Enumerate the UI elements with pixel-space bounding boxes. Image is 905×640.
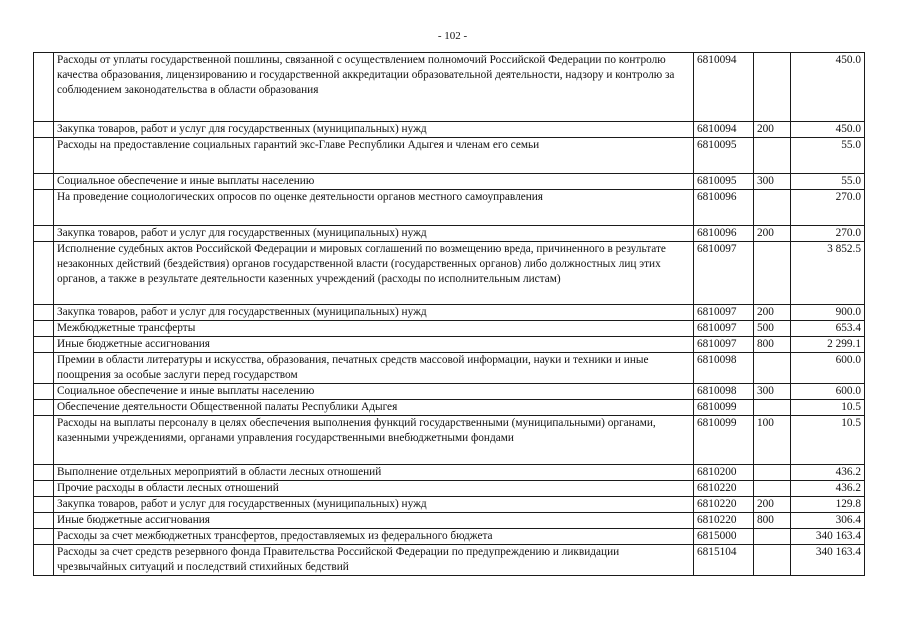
row-type: [754, 481, 791, 497]
row-amount: 270.0: [791, 190, 865, 226]
page-number: - 102 -: [437, 30, 468, 42]
row-amount: 900.0: [791, 305, 865, 321]
row-type: 200: [754, 497, 791, 513]
blank-cell: [34, 321, 54, 337]
row-code: 6810099: [694, 400, 754, 416]
row-name: Социальное обеспечение и иные выплаты населению: [54, 384, 694, 400]
row-name: На проведение социологических опросов по оценке деятельности органов местного самоуправления: [54, 190, 694, 226]
row-code: 6810097: [694, 242, 754, 305]
row-type: [754, 400, 791, 416]
row-amount: 653.4: [791, 321, 865, 337]
row-type: [754, 545, 791, 576]
table-row: [34, 337, 865, 353]
row-amount: 436.2: [791, 481, 865, 497]
row-type: 200: [754, 122, 791, 138]
blank-cell: [34, 337, 54, 353]
blank-cell: [34, 138, 54, 174]
row-amount: 129.8: [791, 497, 865, 513]
table-row: [34, 465, 865, 481]
budget-table: [33, 52, 865, 576]
row-type: [754, 190, 791, 226]
row-code: 6810099: [694, 416, 754, 465]
row-name: Закупка товаров, работ и услуг для государственных (муниципальных) нужд: [54, 305, 694, 321]
blank-cell: [34, 242, 54, 305]
row-amount: 600.0: [791, 353, 865, 384]
blank-cell: [34, 529, 54, 545]
row-code: 6810098: [694, 353, 754, 384]
row-type: 800: [754, 337, 791, 353]
blank-cell: [34, 353, 54, 384]
row-code: 6810096: [694, 226, 754, 242]
row-amount: 340 163.4: [791, 545, 865, 576]
row-amount: 10.5: [791, 416, 865, 465]
row-name: Иные бюджетные ассигнования: [54, 513, 694, 529]
table-row: [34, 529, 865, 545]
row-amount: 450.0: [791, 122, 865, 138]
row-type: 200: [754, 226, 791, 242]
table-row: [34, 321, 865, 337]
row-name: Прочие расходы в области лесных отношений: [54, 481, 694, 497]
row-name: Расходы за счет межбюджетных трансфертов, предоставляемых из федерального бюджета: [54, 529, 694, 545]
blank-cell: [34, 545, 54, 576]
table-row: [34, 138, 865, 174]
row-name: Исполнение судебных актов Российской Федерации и мировых соглашений по возмещению вреда, причиненного в результате незаконных действий (бездействия) органов государственной власти (государственных органов) либо должностных лиц этих органов, а также в результате деятельности казенных учреждений (расходы по исполнительным листам): [54, 242, 694, 305]
table-row: [34, 400, 865, 416]
table-row: [34, 545, 865, 576]
blank-cell: [34, 53, 54, 122]
row-code: 6810097: [694, 321, 754, 337]
row-amount: 3 852.5: [791, 242, 865, 305]
row-code: 6810097: [694, 337, 754, 353]
row-code: 6810095: [694, 174, 754, 190]
row-type: [754, 53, 791, 122]
table-row: [34, 122, 865, 138]
row-code: 6810220: [694, 513, 754, 529]
blank-cell: [34, 305, 54, 321]
blank-cell: [34, 174, 54, 190]
row-name: Обеспечение деятельности Общественной палаты Республики Адыгея: [54, 400, 694, 416]
blank-cell: [34, 122, 54, 138]
row-name: Иные бюджетные ассигнования: [54, 337, 694, 353]
row-name: Закупка товаров, работ и услуг для государственных (муниципальных) нужд: [54, 497, 694, 513]
row-code: 6810094: [694, 53, 754, 122]
row-type: 100: [754, 416, 791, 465]
row-code: 6810097: [694, 305, 754, 321]
row-type: 800: [754, 513, 791, 529]
row-amount: 306.4: [791, 513, 865, 529]
row-code: 6810220: [694, 481, 754, 497]
row-name: Социальное обеспечение и иные выплаты населению: [54, 174, 694, 190]
table-row: [34, 384, 865, 400]
row-type: 300: [754, 384, 791, 400]
row-name: Расходы за счет средств резервного фонда Правительства Российской Федерации по предупреждению и ликвидации чрезвычайных ситуаций и последствий стихийных бедствий: [54, 545, 694, 576]
table-row: [34, 53, 865, 122]
row-amount: 340 163.4: [791, 529, 865, 545]
row-type: [754, 138, 791, 174]
row-amount: 450.0: [791, 53, 865, 122]
row-name: Выполнение отдельных мероприятий в области лесных отношений: [54, 465, 694, 481]
blank-cell: [34, 190, 54, 226]
table-row: [34, 481, 865, 497]
row-amount: 270.0: [791, 226, 865, 242]
row-code: 6810094: [694, 122, 754, 138]
row-type: 200: [754, 305, 791, 321]
row-code: 6815104: [694, 545, 754, 576]
row-code: 6810220: [694, 497, 754, 513]
row-type: [754, 242, 791, 305]
row-code: 6810098: [694, 384, 754, 400]
row-type: [754, 465, 791, 481]
row-type: 500: [754, 321, 791, 337]
row-name: Премии в области литературы и искусства, образования, печатных средств массовой информации, науки и техники и иные поощрения за особые заслуги перед государством: [54, 353, 694, 384]
table-row: [34, 305, 865, 321]
table-row: [34, 416, 865, 465]
row-amount: 2 299.1: [791, 337, 865, 353]
blank-cell: [34, 481, 54, 497]
blank-cell: [34, 384, 54, 400]
row-name: Расходы от уплаты государственной пошлины, связанной с осуществлением полномочий Российской Федерации по контролю качества образования, лицензированию и государственной аккредитации образовательной деятельности, надзору и контролю за соблюдением законодательства в области образования: [54, 53, 694, 122]
row-code: 6810095: [694, 138, 754, 174]
table-row: [34, 353, 865, 384]
row-amount: 600.0: [791, 384, 865, 400]
row-name: Расходы на предоставление социальных гарантий экс-Главе Республики Адыгея и членам его семьи: [54, 138, 694, 174]
blank-cell: [34, 497, 54, 513]
table-row: [34, 174, 865, 190]
table-row: [34, 497, 865, 513]
table-row: [34, 226, 865, 242]
blank-cell: [34, 400, 54, 416]
row-amount: 55.0: [791, 174, 865, 190]
blank-cell: [34, 416, 54, 465]
row-amount: 10.5: [791, 400, 865, 416]
row-code: 6810200: [694, 465, 754, 481]
row-name: Межбюджетные трансферты: [54, 321, 694, 337]
row-amount: 55.0: [791, 138, 865, 174]
row-amount: 436.2: [791, 465, 865, 481]
row-type: 300: [754, 174, 791, 190]
table-row: [34, 513, 865, 529]
row-name: Закупка товаров, работ и услуг для государственных (муниципальных) нужд: [54, 226, 694, 242]
row-name: Закупка товаров, работ и услуг для государственных (муниципальных) нужд: [54, 122, 694, 138]
blank-cell: [34, 513, 54, 529]
row-name: Расходы на выплаты персоналу в целях обеспечения выполнения функций государственными (муниципальными) органами, казенными учреждениями, органами управления государственными внебюджетными фондами: [54, 416, 694, 465]
blank-cell: [34, 226, 54, 242]
blank-cell: [34, 465, 54, 481]
row-type: [754, 529, 791, 545]
row-code: 6810096: [694, 190, 754, 226]
table-row: [34, 190, 865, 226]
row-code: 6815000: [694, 529, 754, 545]
row-type: [754, 353, 791, 384]
table-row: [34, 242, 865, 305]
